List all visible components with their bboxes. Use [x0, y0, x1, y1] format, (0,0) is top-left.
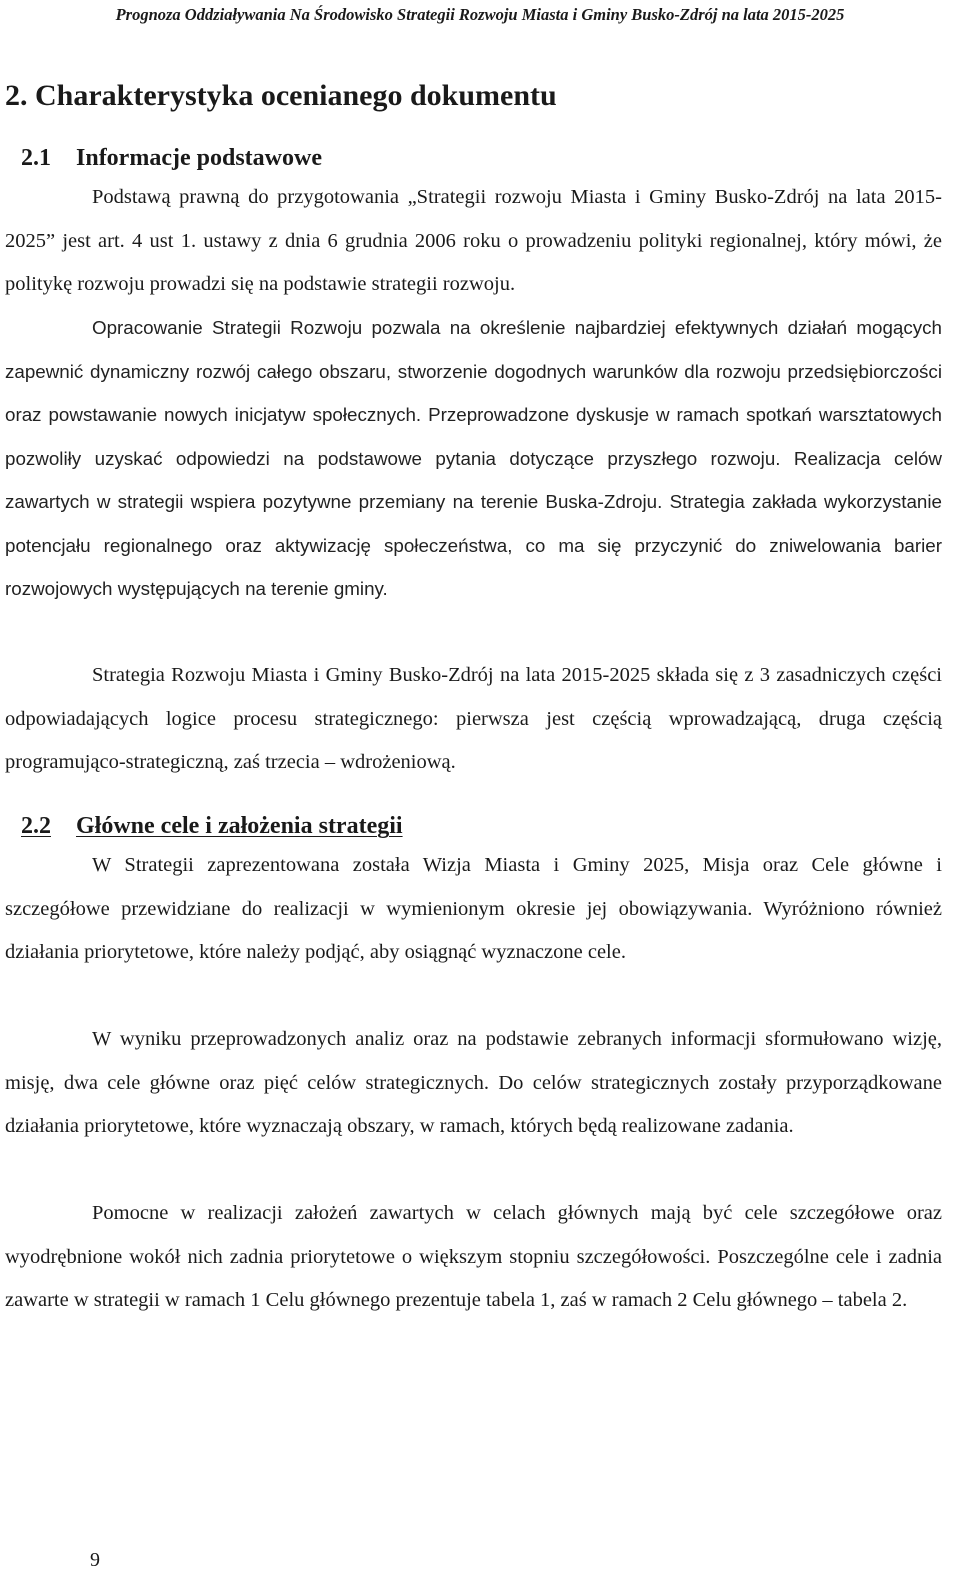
paragraph-strategy-structure: Strategia Rozwoju Miasta i Gminy Busko-Zdrój na lata 2015-2025 składa się z 3 zasadniczych części odpowiadających logice procesu strategicznego: pierwsza jest częścią wprowadzającą, druga częścią programująco-strategiczną, zaś trzecia – wdrożeniową. — [5, 664, 942, 773]
page-number: 9 — [90, 1549, 100, 1571]
paragraph-detailed-goals: Pomocne w realizacji założeń zawartych w celach głównych mają być cele szczegółowe oraz wyodrębnione wokół nich zadnia priorytetowe o większym stopniu szczegółowości. Poszczególne cele i zadnia zawarte w strategii w ramach 1 Celu głównego prezentuje tabela 1, zaś w ramach 2 Celu głównego – tabela 2. — [5, 1202, 942, 1311]
section-heading-2-1 — [21, 143, 322, 173]
section-title: Informacje podstawowe — [76, 145, 322, 171]
section-number: 2.1 — [21, 145, 51, 171]
running-header: Prognoza Oddziaływania Na Środowisko Strategii Rozwoju Miasta i Gminy Busko-Zdrój na lata 2015-2025 — [115, 5, 845, 24]
paragraph-vision-mission: W Strategii zaprezentowana została Wizja Miasta i Gminy 2025, Misja oraz Cele główne i szczegółowe przewidziane do realizacji w wymienionym okresie jej obowiązywania. Wyróżniono również działania priorytetowe, które należy podjąć, aby osiągnąć wyznaczone cele. — [5, 854, 942, 963]
section-number: 2.2 — [21, 813, 51, 839]
paragraph-legal-basis: Podstawą prawną do przygotowania „Strategii rozwoju Miasta i Gminy Busko-Zdrój na lata 2015-2025” jest art. 4 ust 1. ustawy z dnia 6 grudnia 2006 roku o prowadzeniu polityki regionalnej, który mówi, że politykę rozwoju prowadzi się na podstawie strategii rozwoju. — [5, 186, 942, 295]
paragraph-strategy-development: Opracowanie Strategii Rozwoju pozwala na określenie najbardziej efektywnych działań mogących zapewnić dynamiczny rozwój całego obszaru, stworzenie dogodnych warunków dla rozwoju przedsiębiorczości oraz powstawanie nowych inicjatyw społecznych. Przeprowadzone dyskusje w ramach spotkań warsztatowych pozwoliły uzyskać odpowiedzi na podstawowe pytania dotyczące przyszłego rozwoju. Realizacja celów zawartych w strategii wspiera pozytywne przemiany na terenie Buska-Zdroju. Strategia zakłada wykorzystanie potencjału regionalnego oraz aktywizację społeczeństwa, co ma się przyczynić do zniwelowania barier rozwojowych występujących na terenie gminy. — [5, 317, 942, 599]
section-heading-2-2 — [21, 811, 403, 841]
section-title: Główne cele i założenia strategii — [76, 813, 403, 839]
chapter-title: 2. Charakterystyka ocenianego dokumentu — [5, 79, 557, 112]
paragraph-analysis-results: W wyniku przeprowadzonych analiz oraz na podstawie zebranych informacji sformułowano wizję, misję, dwa cele główne oraz pięć celów strategicznych. Do celów strategicznych zostały przyporządkowane działania priorytetowe, które wyznaczają obszary, w ramach, których będą realizowane zadania. — [5, 1028, 942, 1137]
